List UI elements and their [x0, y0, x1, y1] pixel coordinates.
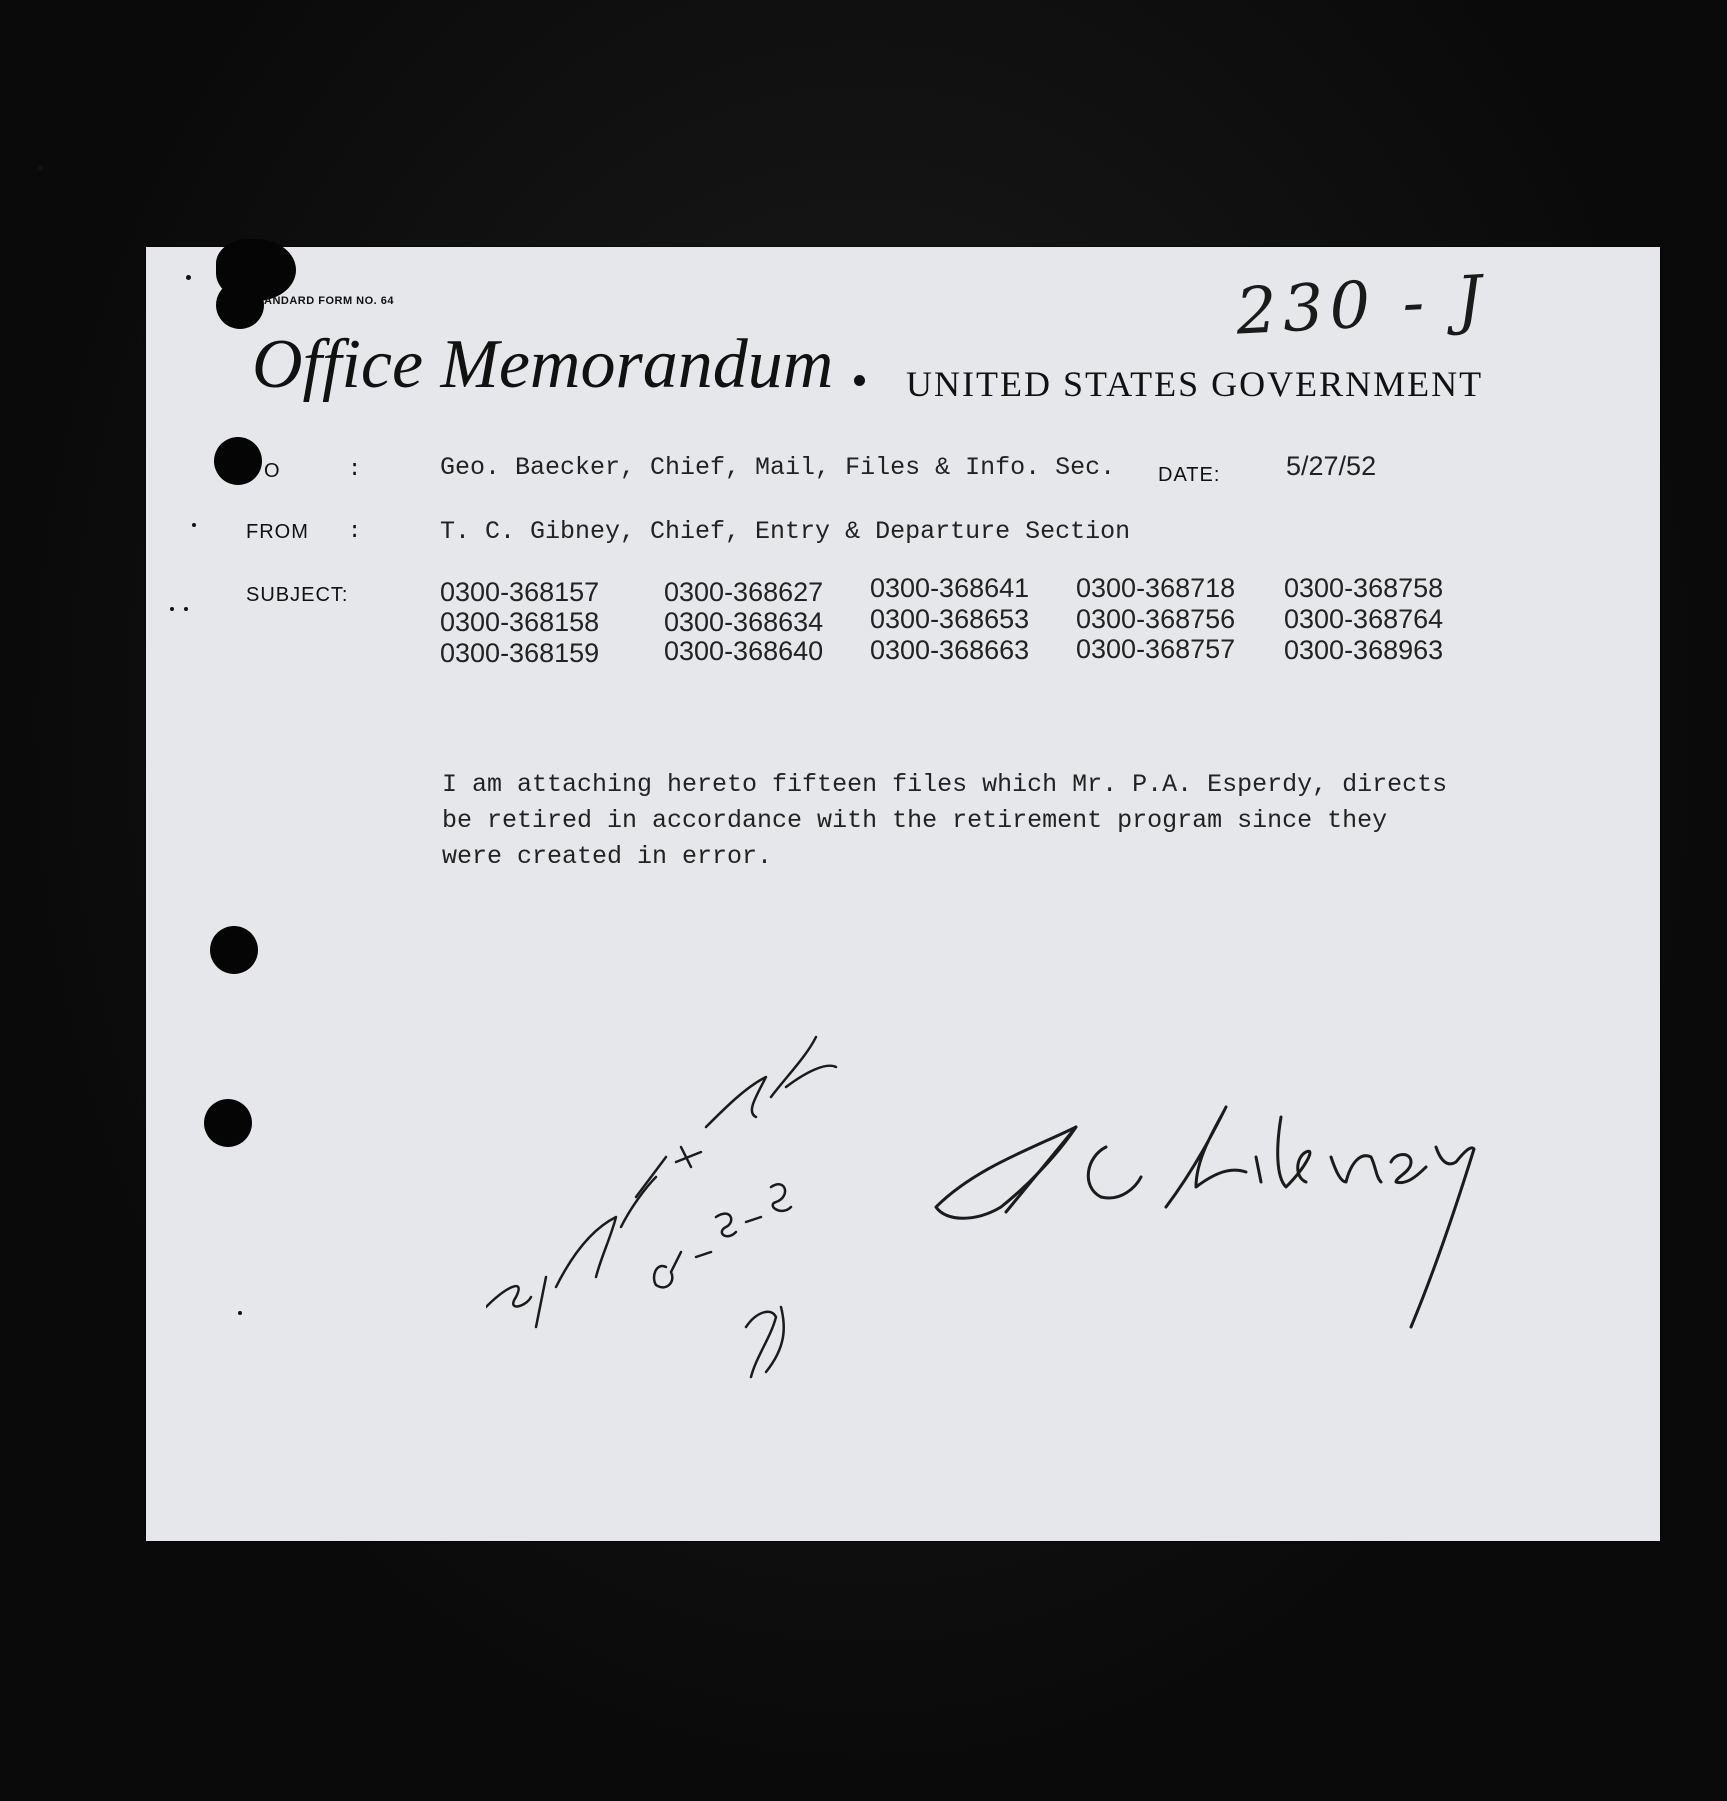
- to-label: O: [264, 460, 281, 482]
- subject-file-list: [440, 573, 1490, 677]
- file-number: 0300-368756: [1076, 604, 1236, 634]
- file-number: 0300-368634: [664, 607, 824, 637]
- punch-hole: [210, 926, 258, 974]
- dust-speck: [184, 607, 188, 611]
- file-number: 0300-368159: [440, 638, 600, 668]
- to-colon: :: [348, 457, 362, 482]
- file-number: 0300-368764: [1284, 604, 1444, 634]
- to-value: Geo. Baecker, Chief, Mail, Files & Info. Sec.: [440, 453, 1116, 482]
- file-number: 0300-368640: [664, 636, 824, 666]
- file-number: 0300-368157: [440, 577, 600, 607]
- form-number: ANDARD FORM NO. 64: [264, 295, 395, 307]
- body-line: be retired in accordance with the retirement program since they: [442, 806, 1388, 835]
- file-number: 0300-368158: [440, 607, 600, 637]
- memo-page: [146, 247, 1660, 1541]
- dust-speck: [192, 523, 196, 527]
- body-line: were created in error.: [442, 842, 773, 871]
- punch-hole: [216, 281, 264, 329]
- dust-speck: [1039, 40, 1045, 46]
- dust-speck: [170, 607, 174, 611]
- date-label: DATE:: [1158, 464, 1221, 486]
- title-bullet: [854, 375, 865, 386]
- body-line: I am attaching hereto fifteen files which Mr. P.A. Esperdy, directs: [442, 770, 1448, 799]
- from-colon: :: [348, 519, 362, 544]
- subject-label: SUBJECT:: [246, 584, 349, 606]
- memo-title: Office Memorandum: [252, 326, 834, 403]
- reference-number: 230 - J: [1234, 262, 1490, 350]
- punch-hole: [214, 437, 262, 485]
- date-value: 5/27/52: [1286, 451, 1377, 481]
- from-label: FROM: [246, 521, 309, 543]
- file-number: 0300-368758: [1284, 573, 1444, 603]
- from-value: T. C. Gibney, Chief, Entry & Departure Section: [440, 517, 1131, 546]
- file-number: 0300-368963: [1284, 635, 1444, 665]
- dust-speck: [186, 275, 191, 280]
- file-number: 0300-368627: [664, 577, 824, 607]
- file-number: 0300-368641: [870, 573, 1030, 603]
- handwritten-note: [486, 1027, 866, 1487]
- dust-speck: [238, 1311, 242, 1315]
- file-number: 0300-368718: [1076, 573, 1236, 603]
- punch-hole: [204, 1099, 252, 1147]
- dust-speck: [38, 166, 43, 170]
- government-heading: UNITED STATES GOVERNMENT: [906, 364, 1484, 404]
- file-number: 0300-368757: [1076, 634, 1236, 664]
- signature: [836, 827, 1536, 1347]
- file-number: 0300-368663: [870, 635, 1030, 665]
- file-number: 0300-368653: [870, 604, 1030, 634]
